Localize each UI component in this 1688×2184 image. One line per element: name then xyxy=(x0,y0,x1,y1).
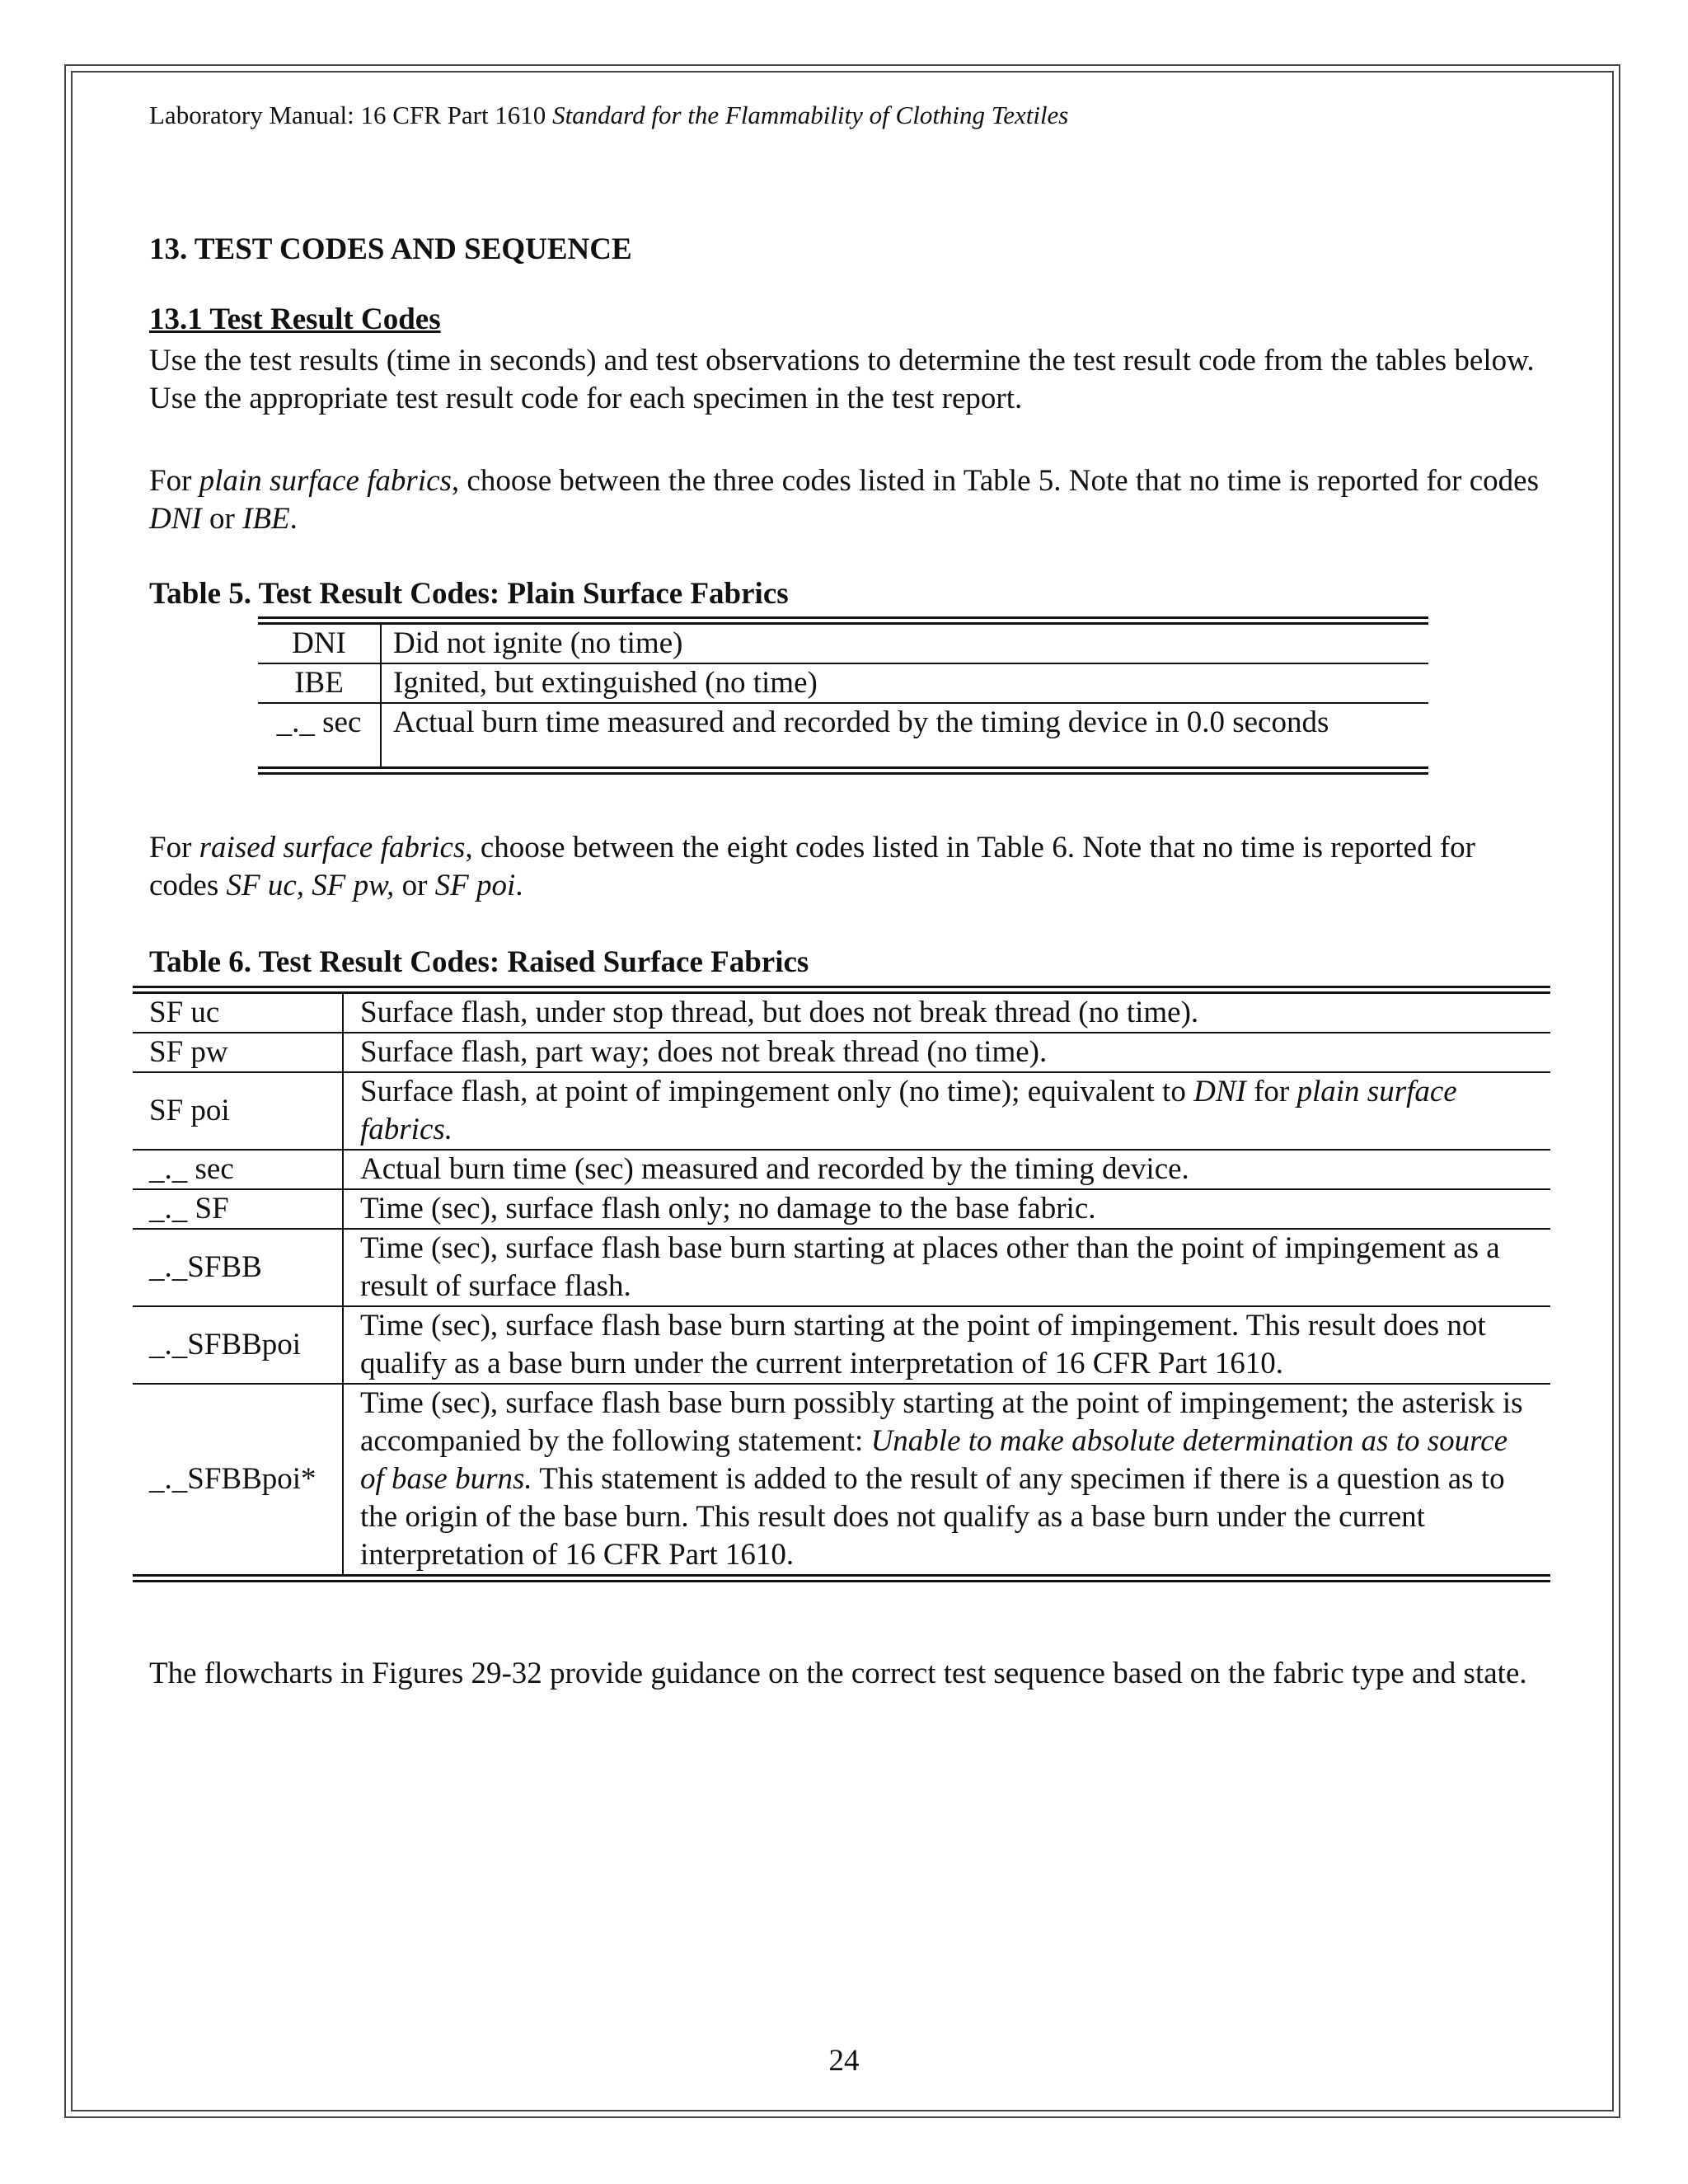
table6-code: _._SFBBpoi* xyxy=(133,1384,343,1578)
table5-code: _._ sec xyxy=(258,703,381,771)
table-row xyxy=(258,663,1428,703)
page-content xyxy=(149,97,1550,1690)
table6-code: _._ SF xyxy=(133,1189,343,1229)
table-row xyxy=(258,703,1428,771)
table6-code: _._SFBBpoi xyxy=(133,1306,343,1384)
table5-desc: Ignited, but extinguished (no time) xyxy=(381,663,1428,703)
table-row xyxy=(133,1384,1550,1578)
header-title: Standard for the Flammability of Clothing Textiles xyxy=(552,101,1069,129)
table5-code: DNI xyxy=(258,621,381,663)
table6-caption: Table 6. Test Result Codes: Raised Surface Fabrics xyxy=(149,945,809,979)
table6-desc: Surface flash, under stop thread, but does not break thread (no time). xyxy=(343,990,1550,1033)
table6-desc: Time (sec), surface flash base burn starting at places other than the point of impingement as a result of surface flash. xyxy=(343,1229,1550,1306)
running-header xyxy=(149,97,1550,134)
table6 xyxy=(133,986,1550,1582)
table6-desc: Time (sec), surface flash base burn starting at the point of impingement. This result does not qualify as a base burn under the current interpretation of 16 CFR Part 1610. xyxy=(343,1306,1550,1384)
page-number: 24 xyxy=(828,2044,860,2078)
table-row xyxy=(258,621,1428,663)
intro-paragraph: Use the test results (time in seconds) and test observations to determine the test result code from the tables below. Use the appropriate test result code for each specimen in the test report. xyxy=(149,344,1535,415)
table-row xyxy=(133,1229,1550,1306)
table5-code: IBE xyxy=(258,663,381,703)
table-row xyxy=(133,1072,1550,1150)
table5-desc: Actual burn time measured and recorded by the timing device in 0.0 seconds xyxy=(393,705,1329,739)
table5-caption: Table 5. Test Result Codes: Plain Surface Fabrics xyxy=(149,577,789,611)
table6-code: _._ sec xyxy=(133,1150,343,1189)
table6-desc: Surface flash, part way; does not break thread (no time). xyxy=(343,1033,1550,1072)
table5-desc: Did not ignite (no time) xyxy=(381,621,1428,663)
closing-paragraph: The flowcharts in Figures 29-32 provide guidance on the correct test sequence based on the fabric type and state. xyxy=(149,1657,1527,1690)
header-prefix: Laboratory Manual: 16 CFR Part 1610 xyxy=(149,101,546,129)
table6-desc: Surface flash, at point of impingement only (no time); equivalent to DNI for plain surface fabrics. xyxy=(343,1072,1550,1150)
raised-fabrics-paragraph: For raised surface fabrics, choose between the eight codes listed in Table 6. Note that no time is reported for codes SF uc, SF pw, or SF poi. xyxy=(149,831,1475,902)
table5 xyxy=(258,616,1428,775)
table-row xyxy=(133,1306,1550,1384)
section-title: 13. TEST CODES AND SEQUENCE xyxy=(149,232,632,266)
table6-desc: Time (sec), surface flash base burn possibly starting at the point of impingement; the asterisk is accompanied by the following statement: Unable to make absolute determination as to source of base burns. This statement is added to the result of any specimen if there is a question as to the origin of the base burn. This result does not qualify as a base burn under the current interpretation of 16 CFR Part 1610. xyxy=(360,1386,1523,1572)
table6-code: _._SFBB xyxy=(133,1229,343,1306)
table6-code: SF uc xyxy=(133,990,343,1033)
table-row xyxy=(133,1033,1550,1072)
table-row xyxy=(133,1189,1550,1229)
plain-fabrics-paragraph: For plain surface fabrics, choose between the three codes listed in Table 5. Note that no time is reported for codes DNI or IBE. xyxy=(149,464,1539,536)
table6-code: SF pw xyxy=(133,1033,343,1072)
table-row xyxy=(133,990,1550,1033)
table6-code: SF poi xyxy=(133,1072,343,1150)
table6-desc: Actual burn time (sec) measured and recorded by the timing device. xyxy=(343,1150,1550,1189)
table-row xyxy=(133,1150,1550,1189)
subsection-title: 13.1 Test Result Codes xyxy=(149,302,441,336)
table6-desc: Time (sec), surface flash only; no damage to the base fabric. xyxy=(343,1189,1550,1229)
